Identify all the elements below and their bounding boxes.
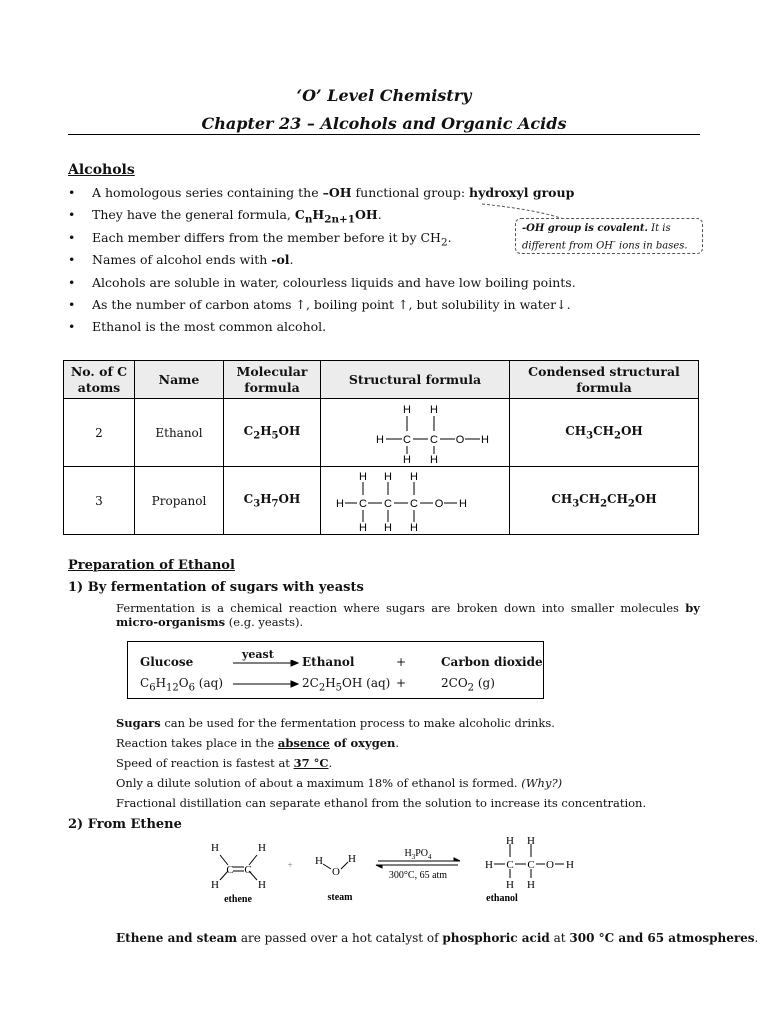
atom-label: C (430, 433, 438, 446)
condensed-formula: $CH_3CH_2OH$ (510, 399, 699, 467)
atom-label: H (506, 879, 514, 891)
table-header-row (64, 361, 699, 399)
atom-label: H (403, 403, 411, 416)
atom-label: O (546, 859, 554, 871)
atom-label: H (410, 521, 418, 532)
atom-label: O (332, 866, 340, 878)
list-item: • Ethanol is the most common alcohol. (68, 316, 538, 338)
atom-label: C (506, 859, 514, 871)
equation-word-carbon-dioxide: Carbon dioxide (441, 655, 543, 669)
atom-label: H (485, 859, 493, 871)
fermentation-note: Sugars can be used for the fermentation process to make alcoholic drinks. (116, 716, 555, 730)
condensed-formula: $CH_3CH_2CH_2OH$ (510, 467, 699, 535)
preparation-heading: Preparation of Ethanol (68, 558, 235, 573)
list-item: • Alcohols are soluble in water, colourless liquids and have low boiling points. (68, 272, 538, 294)
ethene-heading: 2) From Ethene (68, 817, 182, 832)
atom-label: H (566, 859, 574, 871)
fermentation-equation-box (127, 641, 544, 699)
atom-label: H (336, 497, 344, 510)
atom-label: C (384, 497, 392, 510)
equation-word-glucose: Glucose (140, 655, 194, 669)
structural-formula-cell (321, 467, 510, 535)
label-ethene: ethene (224, 894, 252, 905)
atom-label: H (384, 521, 392, 532)
header-cell: Molecular formula (224, 361, 321, 399)
equation-word-plus: + (396, 655, 407, 669)
document-title: ‘O’ Level Chemistry (296, 86, 472, 105)
ethene-conclusion: Ethene and steam are passed over a hot catalyst of phosphoric acid at 300 °C and 65 atmospheres. (116, 931, 759, 945)
fermentation-note: Reaction takes place in the absence of oxygen. (116, 736, 400, 750)
alcohols-bullet-list (68, 182, 576, 339)
conditions-label: 300°C, 65 atm (388, 870, 448, 881)
header-cell: Structural formula (321, 361, 510, 399)
atom-label: H (211, 879, 219, 891)
structural-formula-cell (321, 399, 510, 467)
list-item: • As the number of carbon atoms ↑, boiling point ↑, but solubility in water↓. (68, 294, 538, 316)
alcohol-name: Propanol (135, 467, 224, 535)
header-cell: Name (135, 361, 224, 399)
arrow-label-yeast: yeast (242, 648, 274, 661)
atom-label: C (527, 859, 535, 871)
ethanol-structure-diagram (340, 402, 490, 464)
atom-label: H (384, 470, 392, 483)
header-cell: No. of C atoms (64, 361, 135, 399)
atom-label: H (211, 842, 219, 854)
table-row (64, 467, 699, 535)
carbon-count: 2 (64, 399, 135, 467)
alcohols-table (63, 360, 699, 535)
atom-label: C (359, 497, 367, 510)
fermentation-note: Only a dilute solution of about a maximum 18% of ethanol is formed. (Why?) (116, 776, 563, 790)
list-item: • Each member differs from the member before it by $CH_2$. (68, 227, 538, 249)
ethene-hydration-diagram (190, 836, 590, 908)
atom-label: C (244, 864, 252, 876)
atom-label: H (376, 433, 384, 446)
equation-plus: + (396, 676, 407, 690)
carbon-count: 3 (64, 467, 135, 535)
atom-label: H (430, 403, 438, 416)
atom-label: H (527, 836, 535, 847)
reaction-arrows (231, 660, 299, 690)
equation-reactant: $C_6H_{12}O_6$ (aq) (140, 676, 223, 694)
atom-label: C (410, 497, 418, 510)
atom-label: H (430, 453, 438, 464)
atom-label: H (481, 433, 489, 446)
list-item: • Names of alcohol ends with -ol. (68, 249, 538, 271)
atom-label: O (455, 433, 465, 446)
fermentation-paragraph: Fermentation is a chemical reaction where sugars are broken down into smaller molecules by micro-organisms (e.g. yeasts). (116, 601, 700, 629)
fermentation-note: Speed of reaction is fastest at 37 °C. (116, 756, 333, 770)
atom-label: H (258, 879, 266, 891)
molecular-formula: $C_3H_7OH$ (224, 467, 321, 535)
equation-product-ethanol: $2C_2H_5OH$ (aq) (302, 676, 391, 694)
propanol-structure-diagram (335, 470, 495, 532)
atom-label: H (527, 879, 535, 891)
atom-label: C (226, 864, 234, 876)
list-item: • A homologous series containing the –OH functional group: hydroxyl group (68, 182, 538, 204)
title-divider (68, 134, 700, 135)
atom-label: H (315, 855, 323, 867)
equation-product-co2: $2CO_2$ (g) (441, 676, 495, 694)
alcohol-name: Ethanol (135, 399, 224, 467)
fermentation-note: Fractional distillation can separate ethanol from the solution to increase its concentration. (116, 796, 647, 810)
alcohols-heading: Alcohols (68, 162, 135, 178)
atom-label: H (348, 853, 356, 865)
catalyst-label: $H_3PO_4$ (404, 848, 432, 861)
list-item: • They have the general formula, $C_nH_{2n+1}OH$. (68, 204, 538, 226)
atom-label: C (403, 433, 411, 446)
atom-label: H (258, 842, 266, 854)
atom-label: H (359, 470, 367, 483)
header-cell: Condensed structural formula (510, 361, 699, 399)
label-steam: steam (327, 892, 353, 903)
table-row (64, 399, 699, 467)
fermentation-heading: 1) By fermentation of sugars with yeasts (68, 580, 364, 595)
atom-label: H (403, 453, 411, 464)
callout-note: -OH group is covalent. It is different from OH- ions in bases. (515, 218, 703, 254)
plus-sign: + (287, 860, 293, 870)
atom-label: H (459, 497, 467, 510)
chapter-title: Chapter 23 – Alcohols and Organic Acids (201, 114, 567, 133)
atom-label: O (434, 497, 444, 510)
atom-label: H (410, 470, 418, 483)
atom-label: H (506, 836, 514, 847)
equation-word-ethanol: Ethanol (302, 655, 355, 669)
atom-label: H (359, 521, 367, 532)
label-ethanol: ethanol (486, 893, 518, 904)
molecular-formula: $C_2H_5OH$ (224, 399, 321, 467)
